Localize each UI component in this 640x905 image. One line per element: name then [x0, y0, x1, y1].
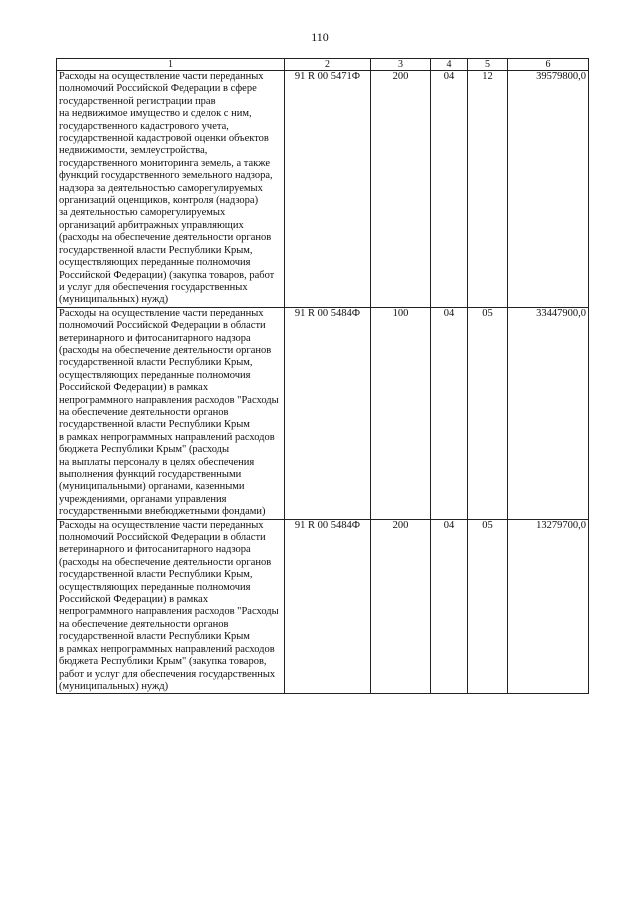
row-col3: 100 [371, 307, 431, 519]
row-col4: 04 [431, 519, 468, 694]
row-description: Расходы на осуществление части переданных полномочий Российской Федерации в сфере государственной регистрации прав на недвижимое имущество и сделок с ним, государственного кадастрового учета, государственной кадастровой оценки объектов недвижимости, землеустройства, государственного мониторинга земель, а также функций государственного земельного надзора, надзора за деятельностью саморегулируемых организаций оценщиков, контроля (надзора) за деятельностью саморегулируемых организаций арбитражных управляющих (расходы на обеспечение деятельности органов государственной власти Республики Крым, осуществляющих переданные полномочия Российской Федерации) (закупка товаров, работ и услуг для обеспечения государственных (муниципальных) нужд) [57, 71, 285, 308]
row-description: Расходы на осуществление части переданных полномочий Российской Федерации в области ветеринарного и фитосанитарного надзора (расходы на обеспечение деятельности органов государственной власти Республики Крым, осуществляющих переданные полномочия Российской Федерации) в рамках непрограммного направления расходов "Расходы на обеспечение деятельности органов государственной власти Республики Крым в рамках непрограммных направлений расходов бюджета Республики Крым" (закупка товаров, работ и услуг для обеспечения государственных (муниципальных) нужд) [57, 519, 285, 694]
header-col-6: 6 [508, 59, 589, 71]
table-row [57, 519, 589, 694]
row-amount: 39579800,0 [508, 71, 589, 308]
header-row [57, 59, 589, 71]
row-code: 91 R 00 5484Ф [285, 307, 371, 519]
header-col-1: 1 [57, 59, 285, 71]
table-row [57, 307, 589, 519]
header-col-3: 3 [371, 59, 431, 71]
header-col-4: 4 [431, 59, 468, 71]
page-number: 110 [311, 30, 329, 44]
row-col3: 200 [371, 519, 431, 694]
row-col3: 200 [371, 71, 431, 308]
row-amount: 33447900,0 [508, 307, 589, 519]
row-col5: 05 [468, 307, 508, 519]
row-code: 91 R 00 5484Ф [285, 519, 371, 694]
row-amount: 13279700,0 [508, 519, 589, 694]
row-col5: 12 [468, 71, 508, 308]
budget-table [56, 58, 589, 694]
row-description: Расходы на осуществление части переданных полномочий Российской Федерации в области ветеринарного и фитосанитарного надзора (расходы на обеспечение деятельности органов государственной власти Республики Крым, осуществляющих переданные полномочия Российской Федерации) в рамках непрограммного направления расходов "Расходы на обеспечение деятельности органов государственной власти Республики Крым в рамках непрограммных направлений расходов бюджета Республики Крым" (расходы на выплаты персоналу в целях обеспечения выполнения функций государственными (муниципальными) органами, казенными учреждениями, органами управления государственными внебюджетными фондами) [57, 307, 285, 519]
table-row [57, 71, 589, 308]
row-col5: 05 [468, 519, 508, 694]
header-col-5: 5 [468, 59, 508, 71]
row-code: 91 R 00 5471Ф [285, 71, 371, 308]
row-col4: 04 [431, 71, 468, 308]
row-col4: 04 [431, 307, 468, 519]
header-col-2: 2 [285, 59, 371, 71]
